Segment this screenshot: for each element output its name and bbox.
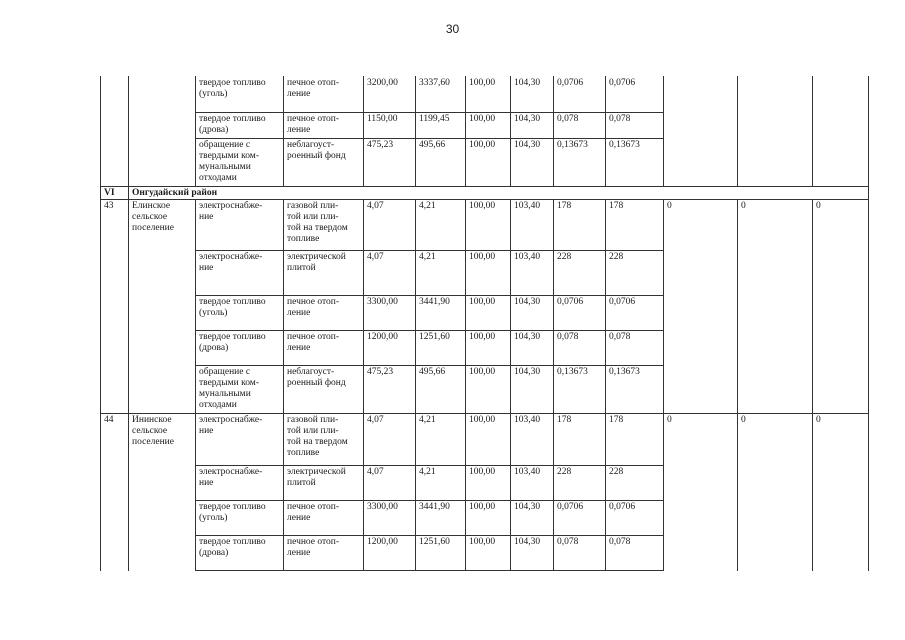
service-cell: электроснабже- ние bbox=[199, 467, 263, 488]
value-cell: 100,00 bbox=[469, 415, 496, 425]
value-cell: 475,23 bbox=[367, 140, 394, 150]
settlement-name: Ининское сельское поселение bbox=[132, 415, 174, 447]
table-vline bbox=[605, 199, 606, 414]
zero-cell: 0 bbox=[741, 201, 746, 211]
value-cell: 4,21 bbox=[419, 415, 436, 425]
value-cell: 104,30 bbox=[514, 537, 541, 547]
value-cell: 4,07 bbox=[367, 467, 384, 477]
value-cell: 100,00 bbox=[469, 140, 496, 150]
page-number: 30 bbox=[445, 22, 460, 36]
row-number: 43 bbox=[104, 201, 114, 211]
value-cell: 100,00 bbox=[469, 367, 496, 377]
section-number: VI bbox=[104, 188, 115, 198]
zero-cell: 0 bbox=[667, 201, 672, 211]
table-vline bbox=[605, 413, 606, 571]
heating-type-cell: печное отоп- ление bbox=[287, 114, 340, 135]
value-cell: 0,078 bbox=[557, 537, 579, 547]
value-cell: 104,30 bbox=[514, 367, 541, 377]
service-cell: электроснабже- ние bbox=[199, 201, 263, 222]
table-vline bbox=[363, 413, 364, 571]
value-cell: 0,078 bbox=[557, 114, 579, 124]
table-hline bbox=[195, 570, 664, 571]
table-vline bbox=[605, 76, 606, 187]
value-cell: 3300,00 bbox=[367, 502, 398, 512]
table-hline bbox=[195, 535, 664, 536]
table-vline bbox=[737, 76, 738, 187]
table-vline bbox=[553, 413, 554, 571]
table-vline bbox=[510, 413, 511, 571]
service-cell: обращение с твердыми ком- мунальными отходами bbox=[199, 140, 259, 183]
value-cell: 100,00 bbox=[469, 332, 496, 342]
table-vline bbox=[663, 413, 664, 571]
value-cell: 0,0706 bbox=[609, 297, 636, 307]
value-cell: 4,21 bbox=[419, 252, 436, 262]
value-cell: 100,00 bbox=[469, 297, 496, 307]
table-vline bbox=[510, 76, 511, 187]
value-cell: 1200,00 bbox=[367, 332, 398, 342]
table-hline bbox=[195, 465, 664, 466]
table-vline bbox=[128, 199, 129, 414]
table-hline bbox=[195, 295, 664, 296]
table-vline bbox=[363, 76, 364, 187]
value-cell: 0,078 bbox=[557, 332, 579, 342]
table-vline bbox=[283, 413, 284, 571]
value-cell: 0,0706 bbox=[557, 78, 584, 88]
heating-type-cell: газовой пли- той или пли- той на твердом топливе bbox=[287, 201, 348, 244]
table-vline bbox=[868, 199, 869, 414]
value-cell: 178 bbox=[557, 415, 572, 425]
heating-type-cell: неблагоуст- роенный фонд bbox=[287, 140, 346, 161]
value-cell: 0,0706 bbox=[557, 297, 584, 307]
value-cell: 0,0706 bbox=[609, 502, 636, 512]
table-vline bbox=[465, 413, 466, 571]
service-cell: обращение с твердыми ком- мунальными отходами bbox=[199, 367, 259, 410]
table-vline bbox=[868, 413, 869, 571]
value-cell: 1150,00 bbox=[367, 114, 398, 124]
table-vline bbox=[553, 76, 554, 187]
value-cell: 0,13673 bbox=[609, 367, 640, 377]
row-number: 44 bbox=[104, 415, 114, 425]
value-cell: 1199,45 bbox=[419, 114, 450, 124]
value-cell: 228 bbox=[557, 467, 572, 477]
value-cell: 3337,60 bbox=[419, 78, 450, 88]
value-cell: 103,40 bbox=[514, 201, 541, 211]
table-vline bbox=[195, 76, 196, 187]
value-cell: 3441,90 bbox=[419, 502, 450, 512]
value-cell: 178 bbox=[609, 415, 624, 425]
table-vline bbox=[868, 186, 869, 200]
value-cell: 475,23 bbox=[367, 367, 394, 377]
value-cell: 3200,00 bbox=[367, 78, 398, 88]
value-cell: 495,66 bbox=[419, 140, 446, 150]
value-cell: 0,078 bbox=[609, 537, 631, 547]
service-cell: электроснабже- ние bbox=[199, 415, 263, 436]
table-vline bbox=[663, 199, 664, 414]
value-cell: 100,00 bbox=[469, 201, 496, 211]
value-cell: 100,00 bbox=[469, 78, 496, 88]
value-cell: 104,30 bbox=[514, 114, 541, 124]
table-hline bbox=[195, 112, 664, 113]
service-cell: твердое топливо (уголь) bbox=[199, 78, 266, 99]
heating-type-cell: неблагоуст- роенный фонд bbox=[287, 367, 346, 388]
value-cell: 3441,90 bbox=[419, 297, 450, 307]
table-vline bbox=[283, 199, 284, 414]
section-title: Онгудайский район bbox=[132, 188, 218, 198]
table-vline bbox=[553, 199, 554, 414]
table-vline bbox=[128, 76, 129, 187]
zero-cell: 0 bbox=[816, 201, 821, 211]
value-cell: 1251,60 bbox=[419, 332, 450, 342]
table-vline bbox=[415, 199, 416, 414]
value-cell: 104,30 bbox=[514, 502, 541, 512]
value-cell: 495,66 bbox=[419, 367, 446, 377]
value-cell: 103,40 bbox=[514, 415, 541, 425]
value-cell: 104,30 bbox=[514, 297, 541, 307]
value-cell: 100,00 bbox=[469, 114, 496, 124]
heating-type-cell: газовой пли- той или пли- той на твердом топливе bbox=[287, 415, 348, 458]
heating-type-cell: печное отоп- ление bbox=[287, 537, 340, 558]
value-cell: 100,00 bbox=[469, 252, 496, 262]
value-cell: 3300,00 bbox=[367, 297, 398, 307]
table-vline bbox=[128, 413, 129, 571]
table-hline bbox=[195, 138, 664, 139]
table-vline bbox=[415, 76, 416, 187]
value-cell: 228 bbox=[609, 467, 624, 477]
value-cell: 104,30 bbox=[514, 78, 541, 88]
table-vline bbox=[415, 413, 416, 571]
table-vline bbox=[100, 76, 101, 187]
table-vline bbox=[812, 199, 813, 414]
heating-type-cell: электрической плитой bbox=[287, 467, 346, 488]
table-vline bbox=[737, 199, 738, 414]
service-cell: твердое топливо (дрова) bbox=[199, 114, 266, 135]
table-vline bbox=[737, 413, 738, 571]
table-vline bbox=[195, 199, 196, 414]
table-hline bbox=[195, 330, 664, 331]
value-cell: 228 bbox=[557, 252, 572, 262]
value-cell: 4,07 bbox=[367, 415, 384, 425]
zero-cell: 0 bbox=[816, 415, 821, 425]
value-cell: 0,078 bbox=[609, 114, 631, 124]
table-vline bbox=[663, 76, 664, 187]
heating-type-cell: печное отоп- ление bbox=[287, 502, 340, 523]
heating-type-cell: электрической плитой bbox=[287, 252, 346, 273]
service-cell: электроснабже- ние bbox=[199, 252, 263, 273]
value-cell: 178 bbox=[557, 201, 572, 211]
table-vline bbox=[812, 413, 813, 571]
zero-cell: 0 bbox=[741, 415, 746, 425]
value-cell: 1251,60 bbox=[419, 537, 450, 547]
value-cell: 228 bbox=[609, 252, 624, 262]
settlement-name: Елинское сельское поселение bbox=[132, 201, 174, 233]
value-cell: 0,0706 bbox=[609, 78, 636, 88]
table-hline bbox=[195, 500, 664, 501]
heating-type-cell: печное отоп- ление bbox=[287, 332, 340, 353]
value-cell: 178 bbox=[609, 201, 624, 211]
value-cell: 0,13673 bbox=[609, 140, 640, 150]
zero-cell: 0 bbox=[667, 415, 672, 425]
table-vline bbox=[195, 413, 196, 571]
service-cell: твердое топливо (уголь) bbox=[199, 297, 266, 318]
table-vline bbox=[465, 199, 466, 414]
table-vline bbox=[100, 199, 101, 414]
table-vline bbox=[812, 76, 813, 187]
value-cell: 0,0706 bbox=[557, 502, 584, 512]
value-cell: 4,07 bbox=[367, 201, 384, 211]
heating-type-cell: печное отоп- ление bbox=[287, 297, 340, 318]
value-cell: 103,40 bbox=[514, 467, 541, 477]
value-cell: 100,00 bbox=[469, 502, 496, 512]
table-vline bbox=[100, 413, 101, 571]
value-cell: 100,00 bbox=[469, 467, 496, 477]
value-cell: 0,13673 bbox=[557, 140, 588, 150]
service-cell: твердое топливо (дрова) bbox=[199, 332, 266, 353]
value-cell: 0,078 bbox=[609, 332, 631, 342]
value-cell: 0,13673 bbox=[557, 367, 588, 377]
service-cell: твердое топливо (уголь) bbox=[199, 502, 266, 523]
value-cell: 4,07 bbox=[367, 252, 384, 262]
value-cell: 4,21 bbox=[419, 201, 436, 211]
value-cell: 1200,00 bbox=[367, 537, 398, 547]
heating-type-cell: печное отоп- ление bbox=[287, 78, 340, 99]
table-vline bbox=[868, 76, 869, 187]
value-cell: 100,00 bbox=[469, 537, 496, 547]
table-vline bbox=[363, 199, 364, 414]
value-cell: 4,21 bbox=[419, 467, 436, 477]
value-cell: 104,30 bbox=[514, 332, 541, 342]
table-hline bbox=[195, 365, 664, 366]
table-hline bbox=[195, 250, 664, 251]
service-cell: твердое топливо (дрова) bbox=[199, 537, 266, 558]
value-cell: 104,30 bbox=[514, 140, 541, 150]
value-cell: 103,40 bbox=[514, 252, 541, 262]
table-vline bbox=[283, 76, 284, 187]
table-vline bbox=[510, 199, 511, 414]
table-vline bbox=[465, 76, 466, 187]
